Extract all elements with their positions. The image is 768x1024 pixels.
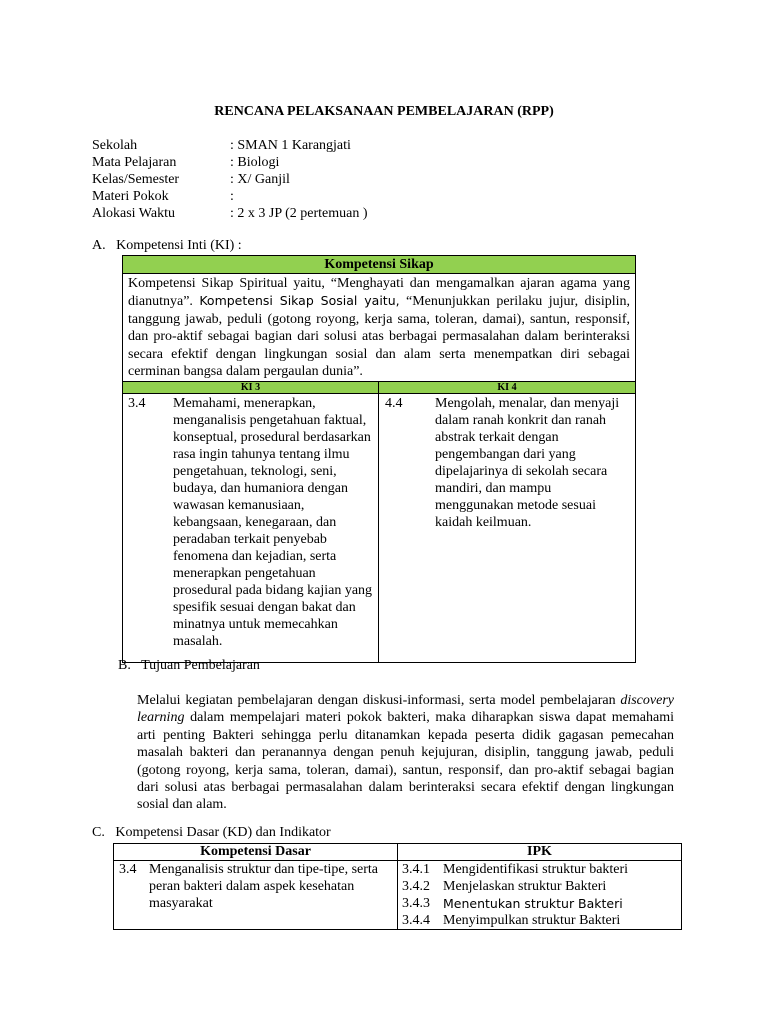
ki-sikap-sosial-text: “Menunjukkan perilaku jujur, disiplin, tanggung jawab, peduli (gotong royong, kerja sama, toleran, damai), santun, responsif, dan pro-aktif sebagai bagian dari solusi atas berbagai permasalahan dalam berinteraksi secara efektif dengan lingkungan sosial dan alam serta menempatkan diri sebagai cerminan bangsa dalam pergaulan dunia”. xyxy=(128,294,630,380)
tujuan-paragraph xyxy=(137,692,674,814)
section-b-heading: B. Tujuan Pembelajaran xyxy=(118,658,260,673)
ipk-text: Menjelaskan struktur Bakteri xyxy=(443,879,607,894)
tujuan-italic: discovery learning xyxy=(137,693,674,726)
ki-header-sikap: Kompetensi Sikap xyxy=(123,256,636,274)
ipk-text: Mengidentifikasi struktur bakteri xyxy=(443,862,629,877)
info-value: : SMAN 1 Karangjati xyxy=(230,138,351,153)
ki-sikap-sosial-label: Kompetensi Sikap Sosial yaitu, xyxy=(199,293,400,309)
kd-number: 3.4 xyxy=(119,862,137,877)
info-value: : 2 x 3 JP (2 pertemuan ) xyxy=(230,206,368,221)
info-key: Sekolah xyxy=(92,138,138,153)
section-c-heading: C. Kompetensi Dasar (KD) dan Indikator xyxy=(92,825,331,840)
ipk-number: 3.4.4 xyxy=(402,913,430,928)
kd-header: Kompetensi Dasar xyxy=(114,844,398,861)
ipk-number: 3.4.3 xyxy=(402,896,430,911)
info-value: : X/ Ganjil xyxy=(230,172,290,187)
ki-table xyxy=(122,255,636,663)
ipk-number: 3.4.1 xyxy=(402,862,430,877)
ipk-item xyxy=(402,861,676,878)
info-value: : xyxy=(230,189,234,204)
ipk-item xyxy=(402,912,676,929)
ki3-header: KI 3 xyxy=(123,382,379,394)
info-key: Mata Pelajaran xyxy=(92,155,177,170)
info-row xyxy=(92,205,492,222)
ki4-cell xyxy=(379,394,636,663)
kd-text: Menganalisis struktur dan tipe-tipe, serta peran bakteri dalam aspek kesehatan masyarakat xyxy=(149,862,378,911)
info-key: Materi Pokok xyxy=(92,189,169,204)
ipk-text: Menentukan struktur Bakteri xyxy=(443,896,623,911)
ipk-cell xyxy=(398,861,682,930)
ki-sikap-spiritual: Kompetensi Sikap Spiritual yaitu, “Menghayati dan mengamalkan ajaran agama yang dianutnya”. xyxy=(128,276,630,310)
info-row xyxy=(92,137,492,154)
info-key: Alokasi Waktu xyxy=(92,206,175,221)
ki-sikap-cell xyxy=(123,274,636,382)
ipk-item xyxy=(402,878,676,895)
page-title: RENCANA PELAKSANAAN PEMBELAJARAN (RPP) xyxy=(214,104,554,119)
info-row xyxy=(92,154,492,171)
ipk-number: 3.4.2 xyxy=(402,879,430,894)
info-value: : Biologi xyxy=(230,155,280,170)
tujuan-text-1: Melalui kegiatan pembelajaran dengan diskusi-informasi, serta model pembelajaran xyxy=(137,693,621,708)
identity-block xyxy=(92,137,492,222)
ipk-header: IPK xyxy=(398,844,682,861)
ki3-cell xyxy=(123,394,379,663)
section-a-heading: A. Kompetensi Inti (KI) : xyxy=(92,238,242,253)
ki4-header: KI 4 xyxy=(379,382,636,394)
ipk-text: Menyimpulkan struktur Bakteri xyxy=(443,913,621,928)
ki3-number: 3.4 xyxy=(128,396,146,412)
ki3-text: Memahami, menerapkan, menganalisis pengetahuan faktual, konseptual, prosedural berdasarkan rasa ingin tahunya tentang ilmu pengetahuan, teknologi, seni, budaya, dan humaniora dengan wawasan kemanusiaan, kebangsaan, kenegaraan, dan peradaban terkait penyebab fenomena dan kejadian, serta menerapkan pengetahuan prosedural pada bidang kajian yang spesifik sesuai dengan bakat dan minatnya untuk memecahkan masalah. xyxy=(173,396,373,650)
info-row xyxy=(92,188,492,205)
kd-cell xyxy=(114,861,398,930)
ki4-text: Mengolah, menalar, dan menyaji dalam ranah konkrit dan ranah abstrak terkait dengan pengembangan dari yang dipelajarinya di sekolah secara mandiri, dan mampu menggunakan metode sesuai kaidah keilmuan. xyxy=(435,396,620,531)
info-key: Kelas/Semester xyxy=(92,172,180,187)
tujuan-text-2: dalam mempelajari materi pokok bakteri, maka diharapkan siswa dapat memahami arti penting Bakteri sehingga perlu ditanamkan kepada peserta didik gagasan pemecahan masalah bakteri dan peranannya dengan penuh kejujuran, disiplin, tanggung jawab, peduli (gotong royong, kerja sama, toleran, damai), santun, responsif, dan pro-aktif sebagai bagian dari solusi atas berbagai permasalahan dalam berinteraksi secara efektif dengan lingkungan sosial dan alam. xyxy=(137,710,674,813)
ki4-number: 4.4 xyxy=(385,396,403,412)
kd-table xyxy=(113,843,682,930)
ipk-item xyxy=(402,895,676,912)
info-row xyxy=(92,171,492,188)
